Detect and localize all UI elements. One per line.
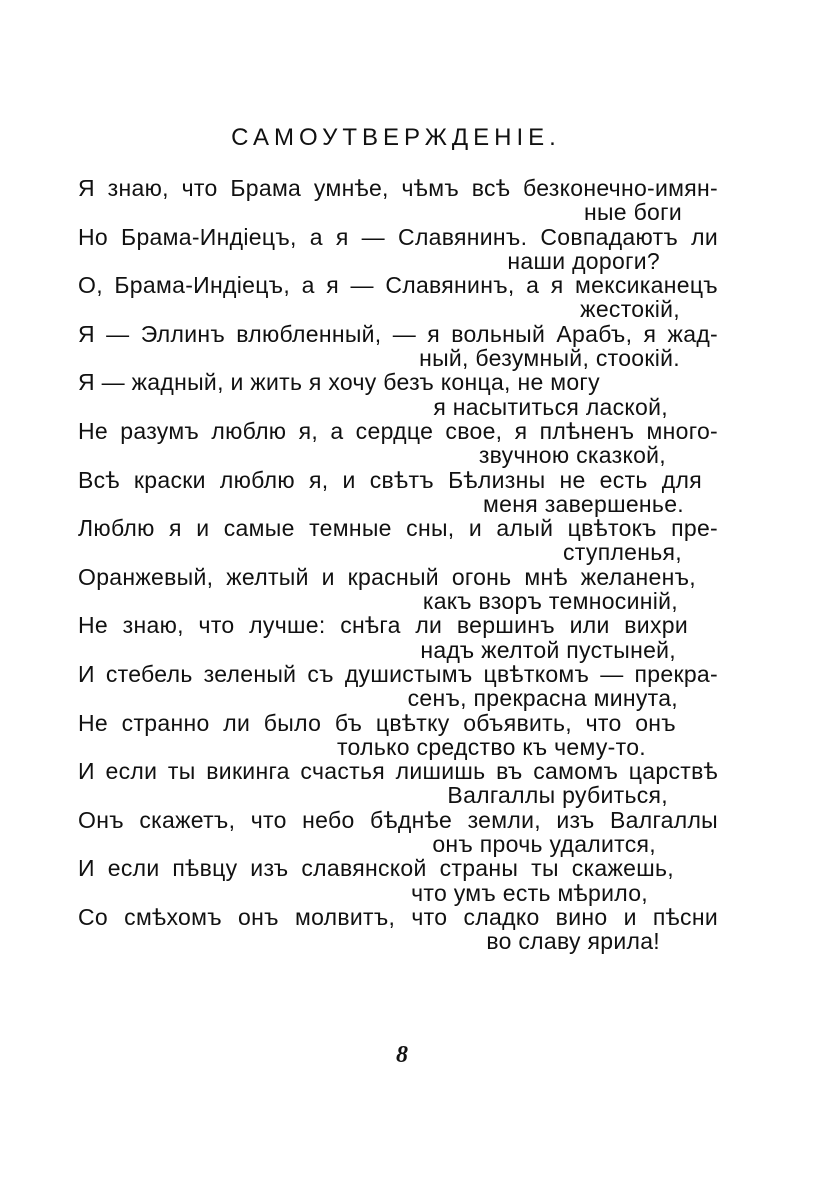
verse-line [78, 370, 718, 419]
verse-line-main: Онъ скажетъ, что небо бѣднѣе земли, изъ Валгаллы [78, 806, 718, 833]
verse-line [78, 176, 718, 225]
verse-line-continuation: ный, безумный, стоокiй. [419, 345, 680, 372]
verse-line-main: Всѣ краски люблю я, и свѣтъ Бѣлизны не есть для [78, 466, 702, 493]
verse-line-continuation: жестокiй, [580, 296, 680, 323]
verse-line-continuation: надъ желтой пустыней, [420, 636, 676, 663]
verse-line-main: Я — жадный, и жить я хочу безъ конца, не могу [78, 369, 600, 396]
verse-line [78, 273, 718, 322]
verse-line-continuation: звучною сказкой, [478, 442, 666, 469]
verse-line-continuation: меня завершенье. [483, 490, 684, 517]
verse-line-continuation: во славу ярила! [486, 928, 660, 955]
verse-line [78, 856, 718, 905]
verse-line-continuation: только средство къ чему-то. [336, 733, 646, 760]
verse-line [78, 662, 718, 711]
verse-line-continuation: сенъ, прекрасна минута, [407, 685, 678, 712]
verse-line-main: И если пѣвцу изъ славянской страны ты скажешь, [78, 855, 674, 882]
verse-line-main: Я — Эллинъ влюбленный, — я вольный Арабъ, я жад- [78, 320, 718, 347]
verse-line-main: Я знаю, что Брама умнѣе, чѣмъ всѣ безконечно-имян- [78, 175, 718, 201]
poem-title: САМОУТВЕРЖДЕНIЕ. [231, 124, 561, 151]
verse-line [78, 468, 718, 517]
verse-line-main: Но Брама-Индiецъ, а я — Славянинъ. Совпадаютъ ли [78, 223, 718, 250]
verse-line-continuation: какъ взоръ темносинiй, [422, 588, 678, 615]
verse-line [78, 613, 718, 662]
verse-line-main: Не знаю, что лучше: снѣга ли вершинъ или вихри [78, 612, 688, 639]
verse-line [78, 808, 718, 857]
verse-line [78, 711, 718, 760]
verse-line-main: Оранжевый, желтый и красный огонь мнѣ желаненъ, [78, 563, 696, 590]
verse-line-continuation: ные боги [583, 199, 682, 226]
verse-line-continuation: Валгаллы рубиться, [447, 782, 668, 809]
verse-line-main: Не разумъ люблю я, а сердце свое, я плѣненъ много- [78, 417, 718, 444]
verse-line-main: Не странно ли было бъ цвѣтку объявить, что онъ [78, 709, 676, 736]
verse-line [78, 225, 718, 274]
verse-line-continuation: я насытиться лаской, [433, 393, 668, 420]
verse-line-main: Со смѣхомъ онъ молвитъ, что сладко вино и пѣсни [78, 903, 718, 930]
verse-line-main: Люблю я и самые темные сны, и алый цвѣтокъ пре- [78, 515, 718, 542]
verse-line-continuation: что умъ есть мѣрило, [411, 879, 648, 906]
verse-line-continuation: ступленья, [563, 539, 682, 566]
verse-line [78, 905, 718, 954]
page-number: 8 [396, 1042, 408, 1068]
verse-line-main: И стебель зеленый съ душистымъ цвѣткомъ — прекра- [78, 660, 718, 687]
verse-line-main: И если ты викинга счастья лишишь въ самомъ царствѣ [78, 758, 718, 785]
verse-line [78, 419, 718, 468]
poem-body [78, 176, 718, 954]
verse-line [78, 759, 718, 808]
verse-line [78, 322, 718, 371]
verse-line [78, 565, 718, 614]
verse-line-continuation: онъ прочь удалится, [432, 831, 656, 858]
verse-line-main: О, Брама-Индiецъ, а я — Славянинъ, а я мексиканецъ [78, 272, 718, 299]
verse-line [78, 516, 718, 565]
verse-line-continuation: наши дороги? [507, 247, 660, 274]
